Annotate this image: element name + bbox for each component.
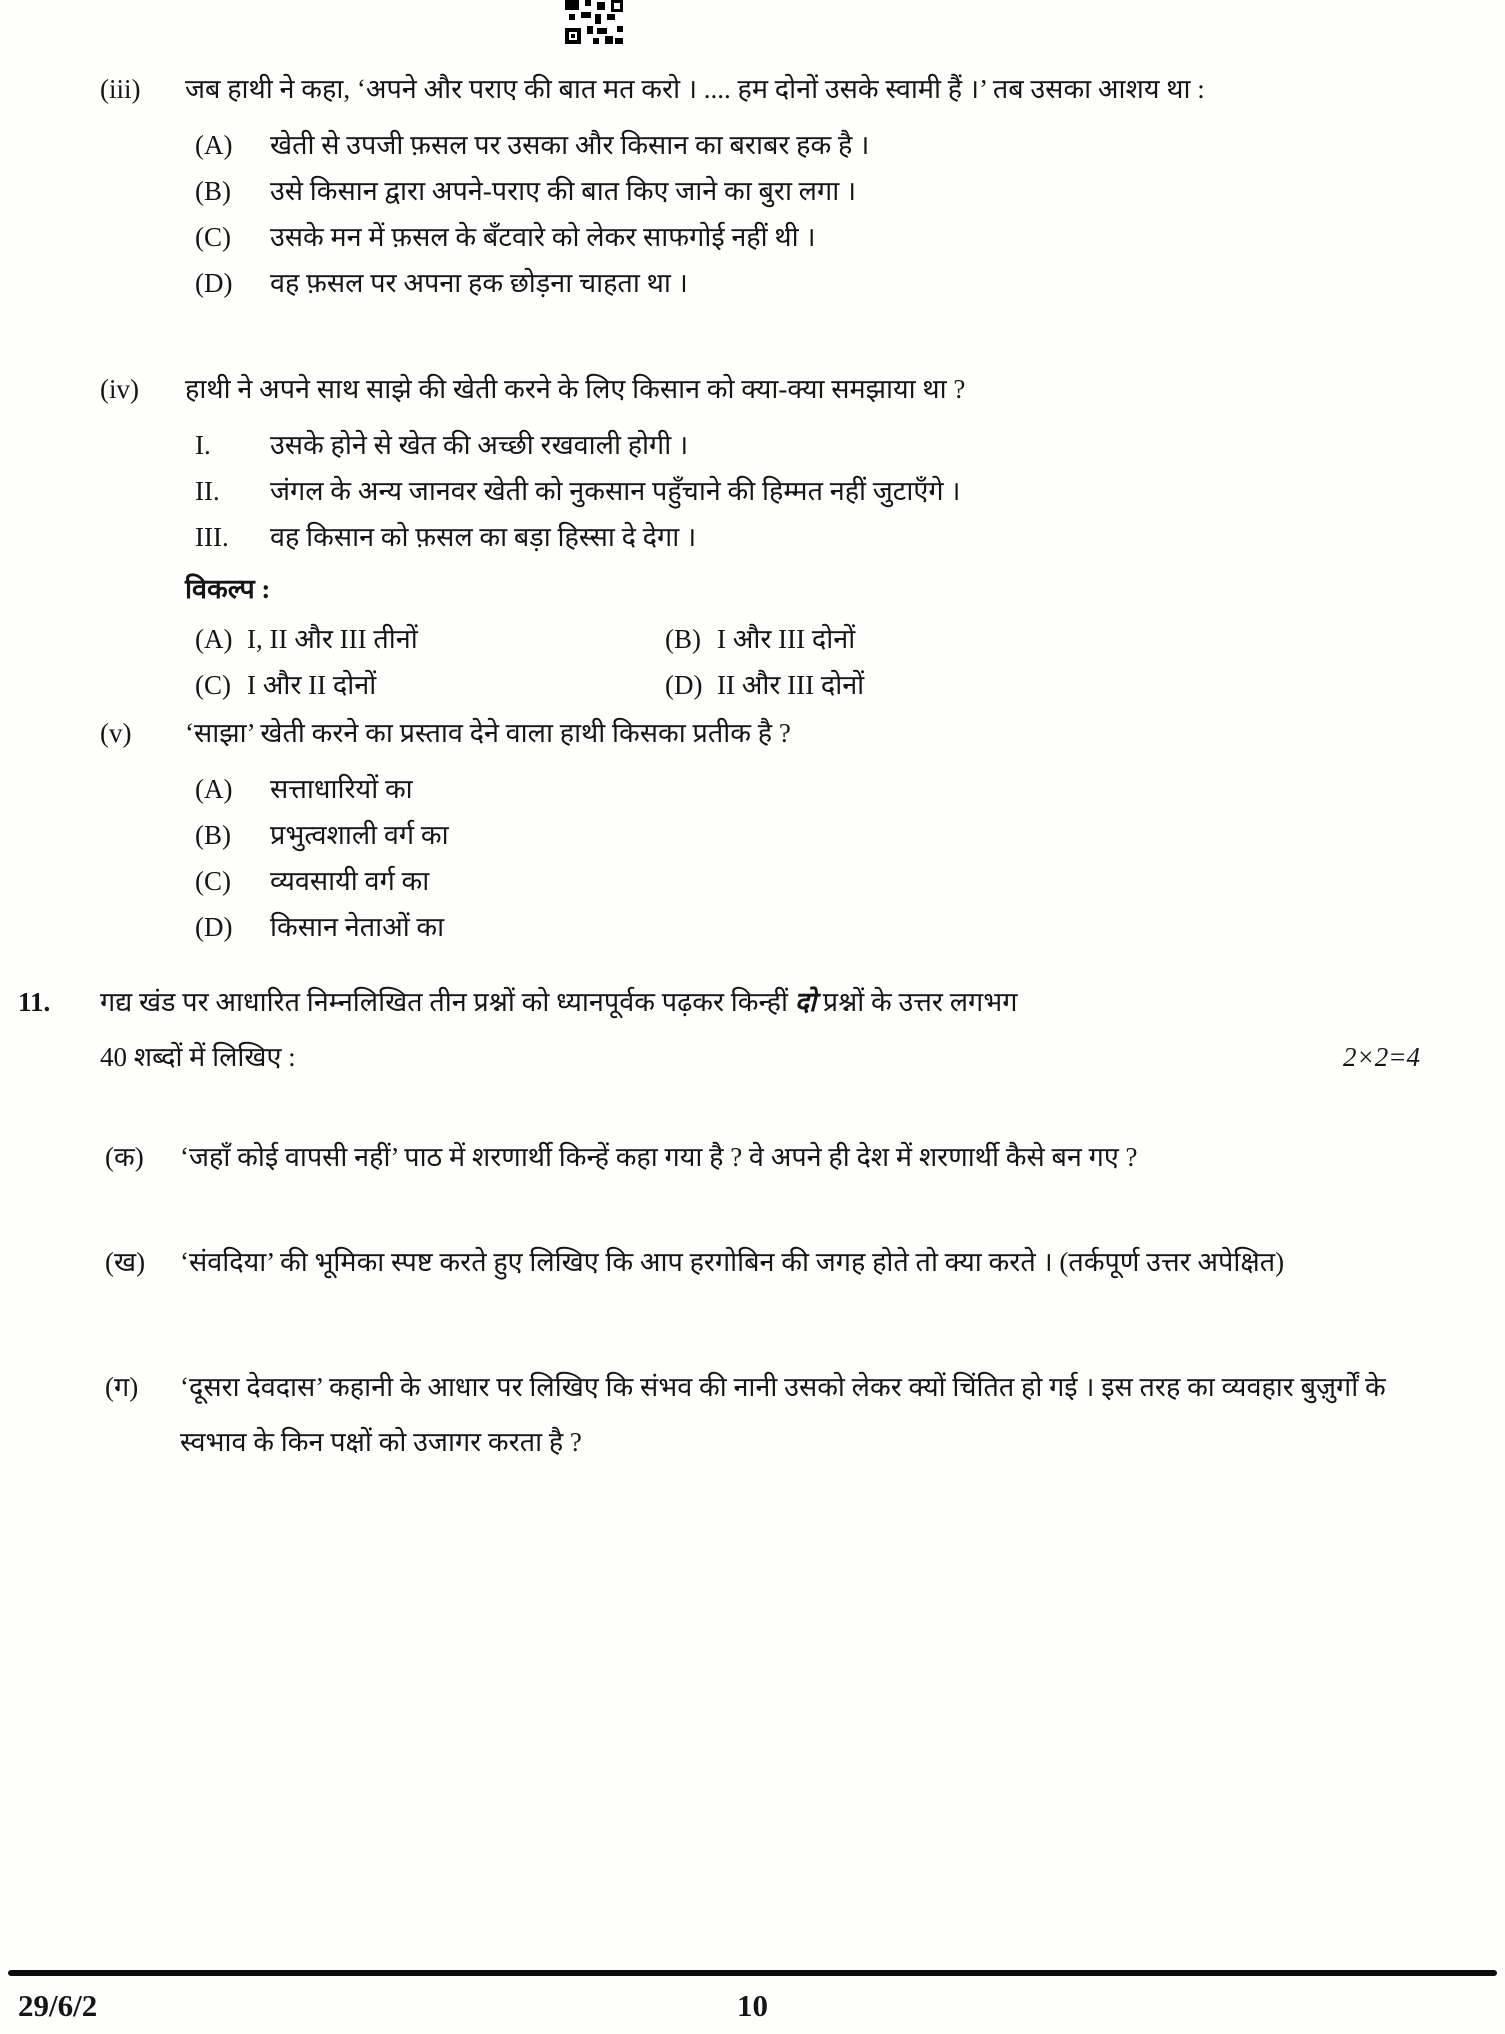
statement-label: I. xyxy=(195,430,211,460)
subquestion-label: (ग) xyxy=(105,1372,139,1402)
question-iv-label: (iv) xyxy=(100,374,139,404)
question-11-text-before: गद्य खंड पर आधारित निम्नलिखित तीन प्रश्नों को ध्यानपूर्वक पढ़कर किन्हीं xyxy=(100,987,795,1017)
option-row xyxy=(185,904,1420,950)
statement-row xyxy=(185,514,1420,560)
statement-text: उसके होने से खेत की अच्छी रखवाली होगी । xyxy=(270,430,689,460)
statement-row xyxy=(185,468,1420,514)
option-text: I और II दोनों xyxy=(247,670,377,700)
question-iii-text: जब हाथी ने कहा, ‘अपने और पराए की बात मत करो । .... हम दोनों उसके स्वामी हैं ।’ तब उसका आशय था : xyxy=(185,74,1205,104)
subquestion-text: ‘जहाँ कोई वापसी नहीं’ पाठ में शरणार्थी किन्हें कहा गया है ? वे अपने ही देश में शरणार्थी कैसे बन गए ? xyxy=(180,1142,1138,1172)
option-text: I, II और III तीनों xyxy=(247,624,418,654)
question-11-text-after: प्रश्नों के उत्तर लगभग xyxy=(816,987,1018,1017)
option-text: वह फ़सल पर अपना हक छोड़ना चाहता था । xyxy=(270,268,688,298)
option-label: (B) xyxy=(665,624,701,654)
question-iii-options xyxy=(185,122,1420,306)
statement-label: III. xyxy=(195,522,229,552)
option-label: (A) xyxy=(195,624,233,654)
option-row xyxy=(655,616,1420,662)
question-11-text xyxy=(100,975,1420,1085)
options-heading: विकल्प : xyxy=(185,574,271,604)
option-label: (C) xyxy=(195,866,231,896)
option-row xyxy=(185,812,1420,858)
option-text: किसान नेताओं का xyxy=(270,912,445,942)
option-label: (B) xyxy=(195,176,231,206)
option-text: उसे किसान द्वारा अपने-पराए की बात किए जाने का बुरा लगा । xyxy=(270,176,857,206)
option-row xyxy=(185,858,1420,904)
option-label: (A) xyxy=(195,130,233,160)
question-iv-statements xyxy=(185,422,1420,560)
option-label: (A) xyxy=(195,774,233,804)
question-11 xyxy=(18,975,1420,1470)
option-row xyxy=(185,662,655,708)
qr-code-icon xyxy=(563,0,625,46)
option-text: I और III दोनों xyxy=(717,624,856,654)
question-11-text-line2: 40 शब्दों में लिखिए : xyxy=(100,1042,296,1072)
subquestion-label: (क) xyxy=(105,1142,144,1172)
page-number: 10 xyxy=(737,1988,768,2023)
question-iv xyxy=(100,366,1420,708)
question-iv-options xyxy=(185,616,1420,708)
option-text: प्रभुत्वशाली वर्ग का xyxy=(270,820,449,850)
option-row xyxy=(185,616,655,662)
option-text: उसके मन में फ़सल के बँटवारे को लेकर साफगोई नहीं थी । xyxy=(270,222,816,252)
option-row xyxy=(185,168,1420,214)
statement-text: जंगल के अन्य जानवर खेती को नुकसान पहुँचाने की हिम्मत नहीं जुटाएँगे । xyxy=(270,476,961,506)
option-text: II और III दोनों xyxy=(717,670,865,700)
question-iv-text: हाथी ने अपने साथ साझे की खेती करने के लिए किसान को क्या-क्या समझाया था ? xyxy=(185,374,966,404)
option-row xyxy=(185,260,1420,306)
option-label: (C) xyxy=(195,222,231,252)
question-v-options xyxy=(185,766,1420,950)
option-text: खेती से उपजी फ़सल पर उसका और किसान का बराबर हक है । xyxy=(270,130,870,160)
paper-code: 29/6/2 xyxy=(18,1988,98,2023)
statement-label: II. xyxy=(195,476,220,506)
question-v-label: (v) xyxy=(100,718,132,748)
footer-divider xyxy=(8,1970,1497,1976)
option-label: (D) xyxy=(665,670,703,700)
subquestion-text: ‘संवदिया’ की भूमिका स्पष्ट करते हुए लिखिए कि आप हरगोबिन की जगह होते तो क्या करते । (तर्कपूर्ण उत्तर अपेक्षित) xyxy=(180,1247,1285,1277)
subquestion-label: (ख) xyxy=(105,1247,146,1277)
question-iii-label: (iii) xyxy=(100,74,141,104)
subquestion-ka xyxy=(100,1130,1420,1185)
subquestion-text: ‘दूसरा देवदास’ कहानी के आधार पर लिखिए कि संभव की नानी उसको लेकर क्यों चिंतित हो गई । इस तरह का व्यवहार बुज़ुर्गों के स्वभाव के किन पक्षों को उजागर करता है ? xyxy=(180,1372,1386,1457)
option-row xyxy=(655,662,1420,708)
option-text: व्यवसायी वर्ग का xyxy=(270,866,430,896)
option-row xyxy=(185,766,1420,812)
question-iii xyxy=(100,66,1420,306)
subquestion-ga xyxy=(100,1360,1420,1470)
option-label: (D) xyxy=(195,268,233,298)
question-11-number: 11. xyxy=(18,987,51,1017)
option-label: (C) xyxy=(195,670,231,700)
option-label: (D) xyxy=(195,912,233,942)
option-row xyxy=(185,122,1420,168)
marks-value: 2×2=4 xyxy=(1343,1042,1420,1072)
option-label: (B) xyxy=(195,820,231,850)
statement-text: वह किसान को फ़सल का बड़ा हिस्सा दे देगा । xyxy=(270,522,697,552)
option-text: सत्ताधारियों का xyxy=(270,774,413,804)
question-v xyxy=(100,710,1420,950)
question-v-text: ‘साझा’ खेती करने का प्रस्ताव देने वाला हाथी किसका प्रतीक है ? xyxy=(185,718,791,748)
question-11-bold-word: दो xyxy=(794,987,817,1017)
subquestion-kha xyxy=(100,1235,1420,1290)
statement-row xyxy=(185,422,1420,468)
option-row xyxy=(185,214,1420,260)
